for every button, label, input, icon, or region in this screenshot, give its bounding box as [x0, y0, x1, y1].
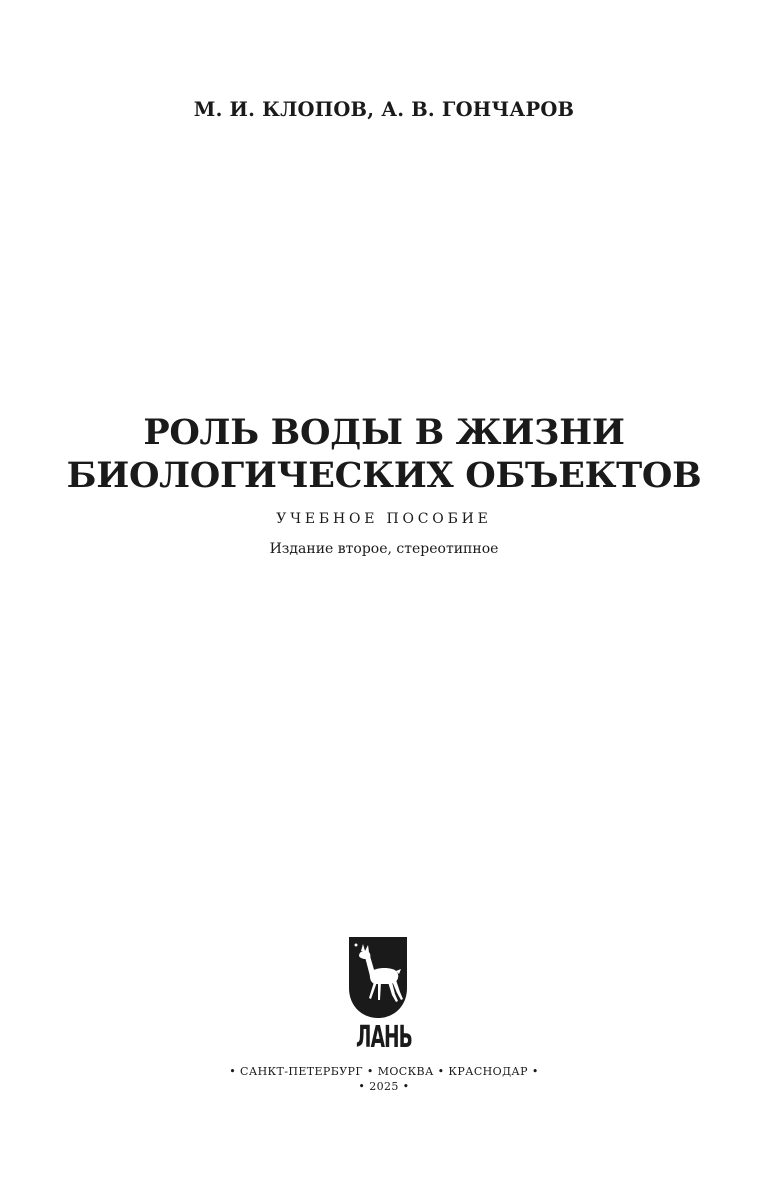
publisher-logo-doe-icon	[348, 936, 408, 1020]
book-subtitle: УЧЕБНОЕ ПОСОБИЕ	[276, 511, 492, 527]
book-title-line-2: БИОЛОГИЧЕСКИХ ОБЪЕКТОВ	[66, 455, 702, 496]
publisher-cities: • САНКТ-ПЕТЕРБУРГ • МОСКВА • КРАСНОДАР •	[229, 1065, 539, 1078]
publication-year: • 2025 •	[358, 1080, 410, 1093]
edition-note: Издание второе, стереотипное	[269, 541, 499, 557]
publisher-logo-text: ЛАНЬ	[356, 1020, 412, 1055]
authors: М. И. КЛОПОВ, А. В. ГОНЧАРОВ	[193, 98, 575, 121]
book-title-line-1: РОЛЬ ВОДЫ В ЖИЗНИ	[143, 412, 625, 453]
